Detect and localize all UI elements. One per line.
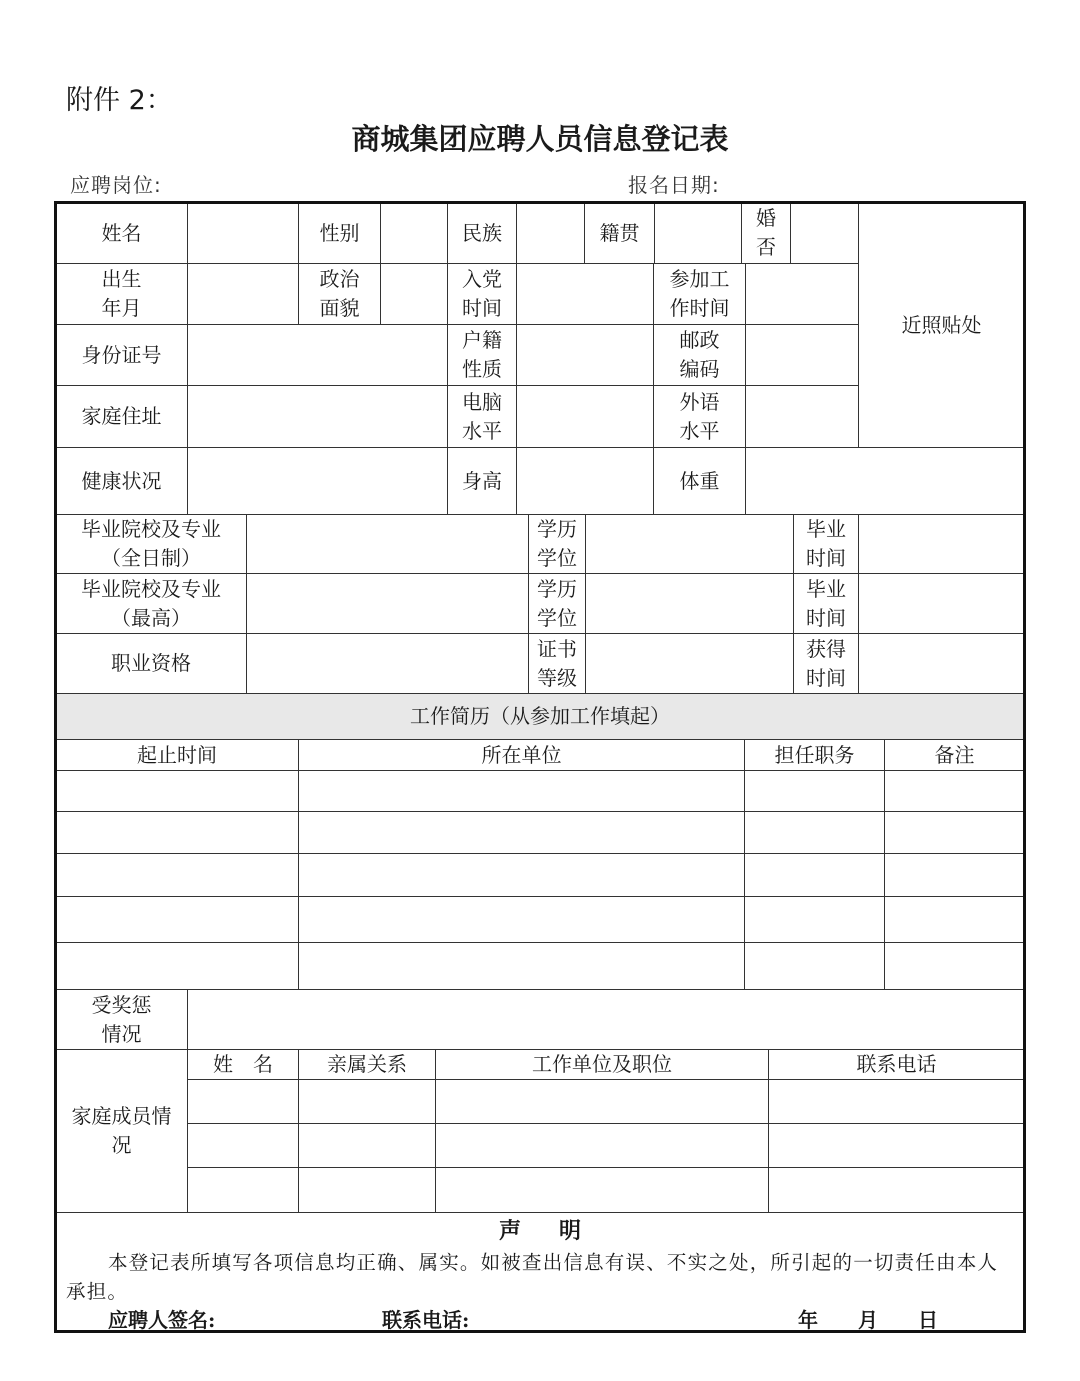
work-col-remarks: 备注	[885, 740, 1024, 771]
signature-label: 应聘人签名:	[108, 1308, 216, 1332]
weight-label: 体重	[654, 448, 746, 515]
address-label: 家庭住址	[56, 386, 188, 448]
date-label: 报名日期:	[628, 173, 720, 197]
work-start-label: 参加工作时间	[654, 264, 746, 325]
language-label: 外语水平	[654, 386, 746, 448]
family-col-relation: 亲属关系	[299, 1050, 436, 1080]
contact-phone-label: 联系电话:	[382, 1308, 470, 1332]
hukou-label: 户籍性质	[448, 325, 517, 386]
cert-level-label: 证书等级	[529, 634, 586, 694]
school-highest-label: 毕业院校及专业（最高）	[56, 574, 247, 634]
party-date-label: 入党时间	[448, 264, 517, 325]
awards-label: 受奖惩情况	[56, 990, 188, 1050]
work-col-position: 担任职务	[745, 740, 885, 771]
photo-placeholder[interactable]: 近照贴处	[859, 203, 1024, 448]
gender-label: 性别	[299, 203, 381, 264]
birth-label: 出生年月	[56, 264, 188, 325]
family-col-employer: 工作单位及职位	[436, 1050, 769, 1080]
family-col-phone: 联系电话	[769, 1050, 1024, 1080]
family-label: 家庭成员情况	[56, 1050, 188, 1213]
married-label: 婚否	[742, 203, 791, 264]
obtain-time-label: 获得时间	[794, 634, 859, 694]
ethnicity-label: 民族	[448, 203, 517, 264]
school-fulltime-label: 毕业院校及专业（全日制）	[56, 515, 247, 574]
postal-code-label: 邮政编码	[654, 325, 746, 386]
form-border	[54, 201, 1026, 1333]
qualification-label: 职业资格	[56, 634, 247, 694]
degree-highest-label: 学历学位	[529, 574, 586, 634]
work-col-employer: 所在单位	[299, 740, 745, 771]
health-label: 健康状况	[56, 448, 188, 515]
work-col-period: 起止时间	[56, 740, 299, 771]
political-label: 政治面貌	[299, 264, 381, 325]
family-col-name: 姓 名	[188, 1050, 299, 1080]
post-label: 应聘岗位:	[70, 173, 162, 197]
declaration-text: 本登记表所填写各项信息均正确、属实。如被查出信息有误、不实之处，所引起的一切责任由本人承担。	[66, 1251, 999, 1303]
native-place-label: 籍贯	[585, 203, 655, 264]
form-title: 商城集团应聘人员信息登记表	[351, 122, 729, 156]
computer-label: 电脑水平	[448, 386, 517, 448]
degree-fulltime-label: 学历学位	[529, 515, 586, 574]
grad-time-highest-label: 毕业时间	[794, 574, 859, 634]
name-label: 姓名	[56, 203, 188, 264]
attachment-label: 附件 2：	[66, 85, 173, 116]
sign-date-label: 年月日	[798, 1308, 978, 1332]
height-label: 身高	[448, 448, 517, 515]
declaration-title: 声明	[498, 1218, 619, 1244]
grad-time-fulltime-label: 毕业时间	[794, 515, 859, 574]
id-number-label: 身份证号	[56, 325, 188, 386]
work-history-header: 工作简历（从参加工作填起）	[56, 694, 1024, 740]
